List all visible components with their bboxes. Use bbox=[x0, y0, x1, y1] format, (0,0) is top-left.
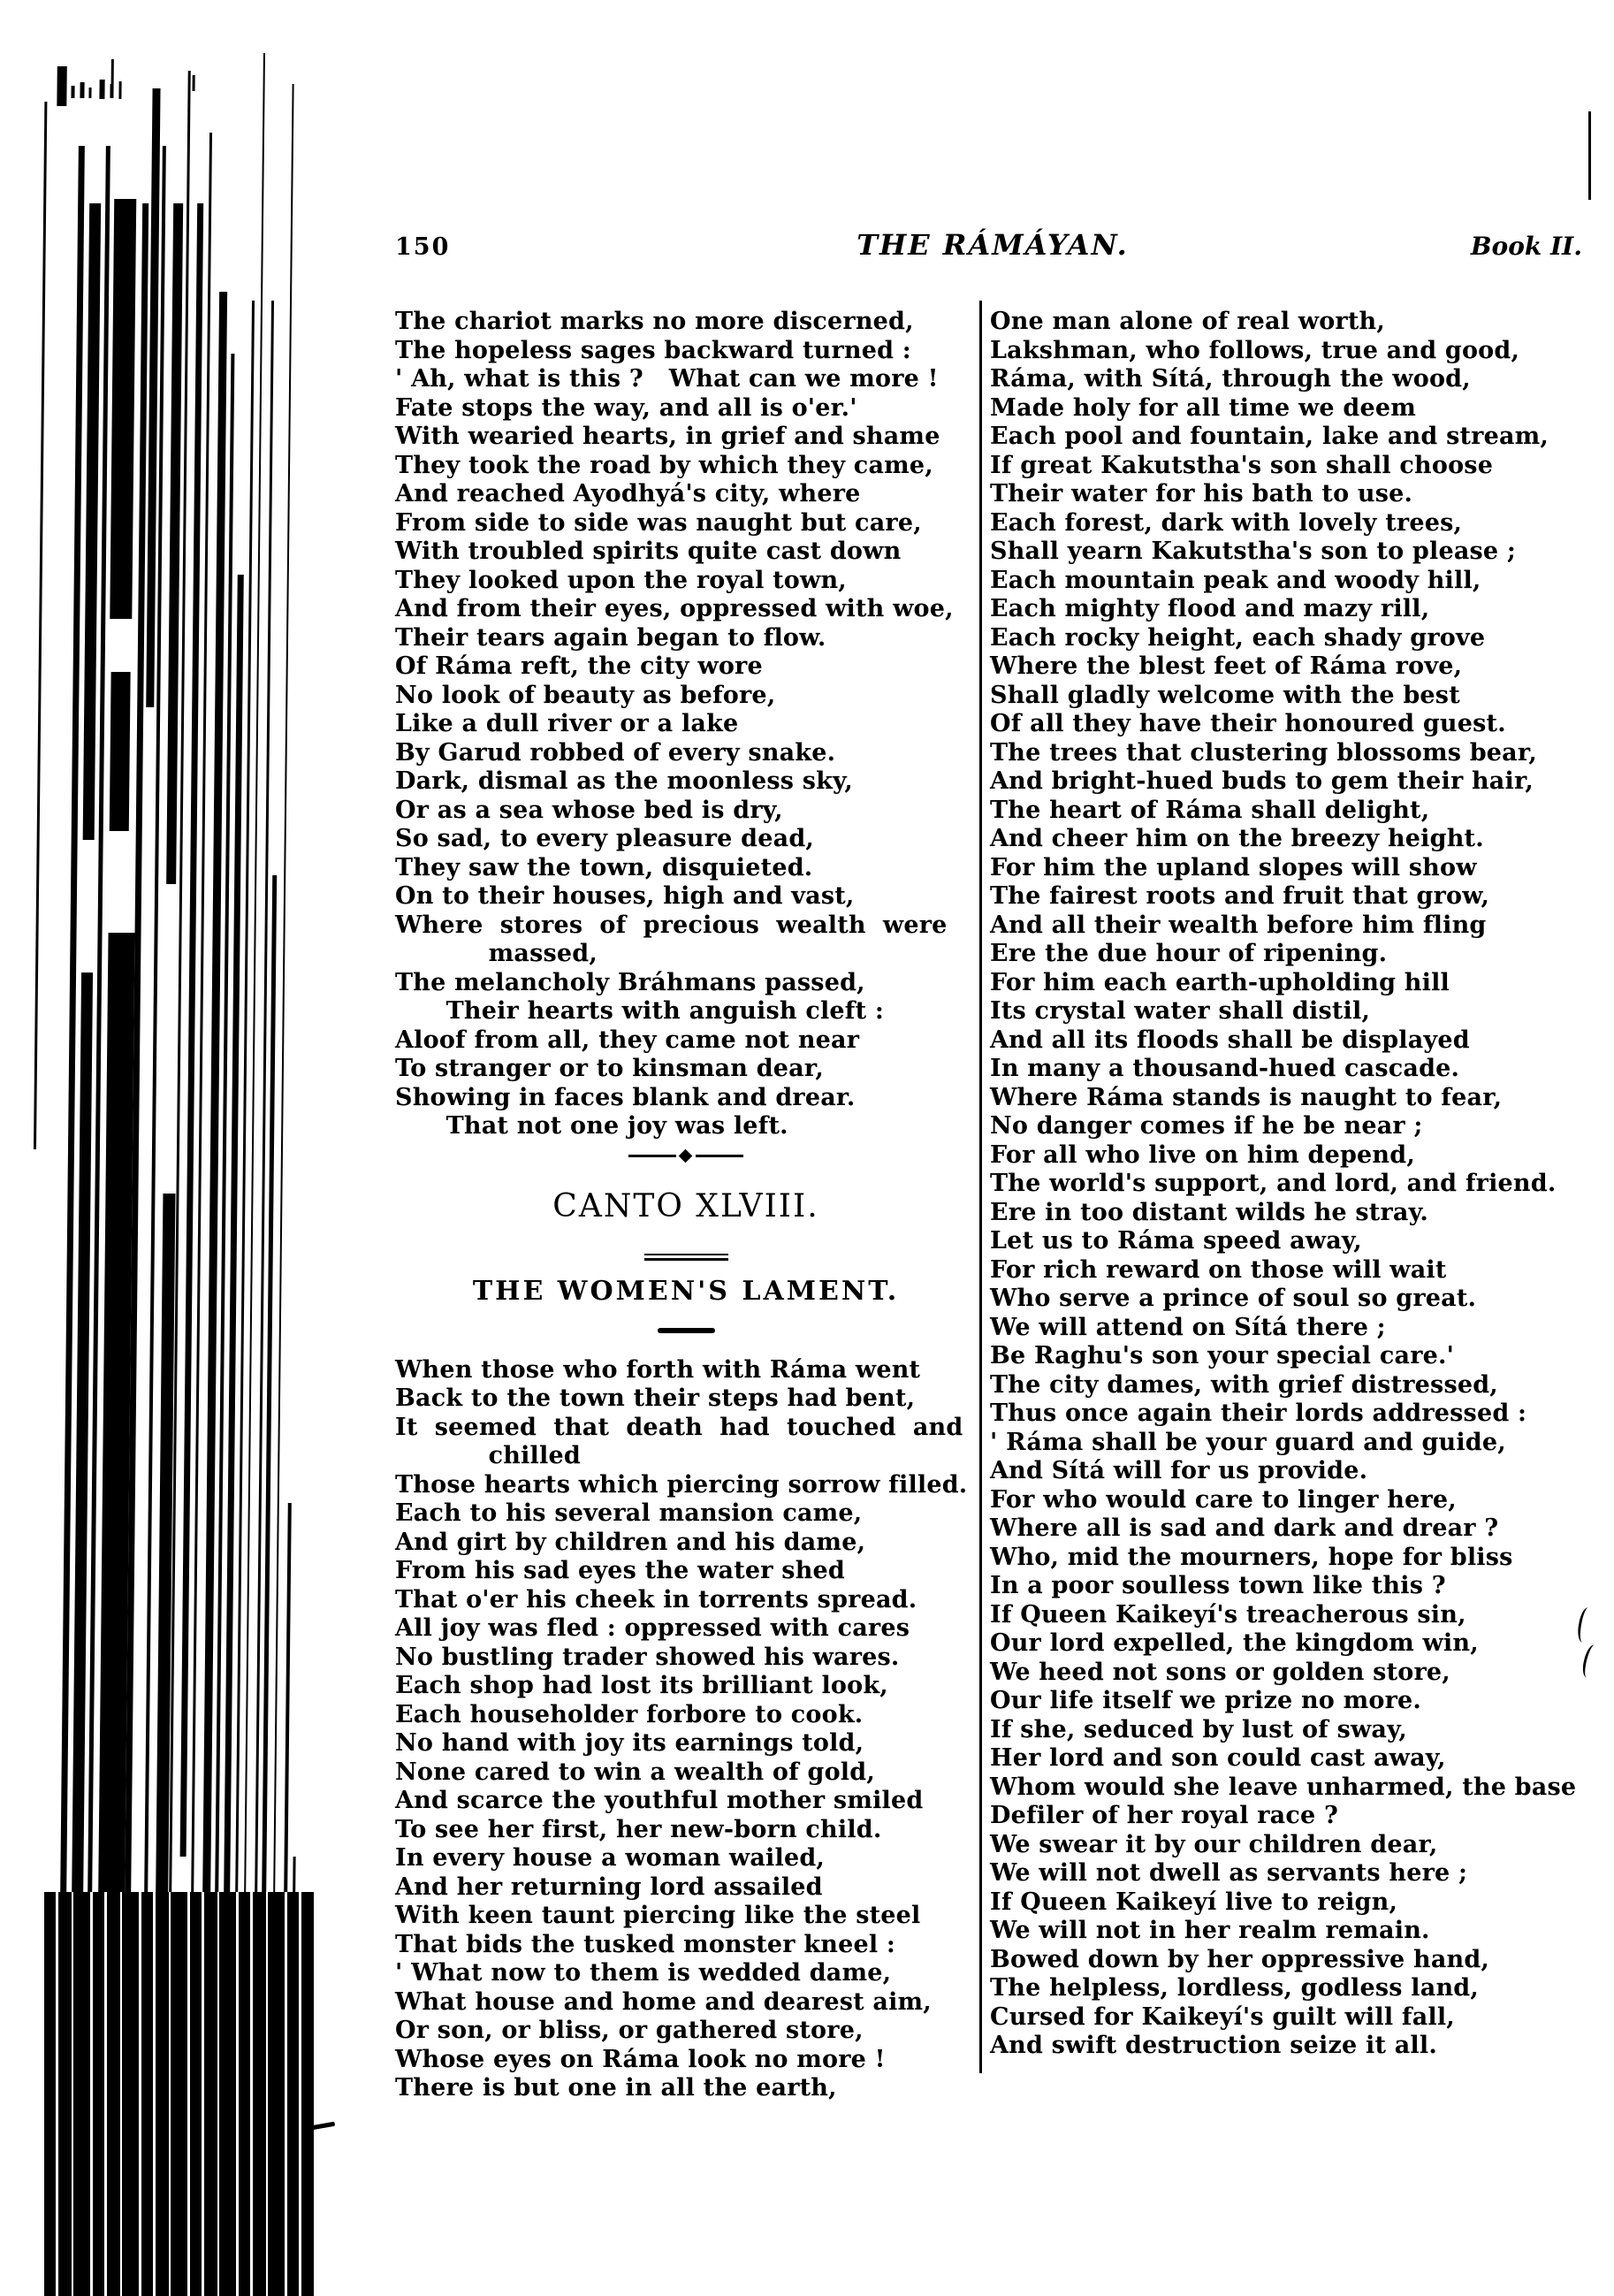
artifact-bar bbox=[110, 672, 131, 831]
canto-title: CANTO XLVIII. bbox=[552, 1187, 819, 1224]
canto-heading-block bbox=[395, 1152, 977, 1333]
verse-line: The city dames, with grief distressed, bbox=[990, 1370, 1498, 1399]
edge-mark-line bbox=[1588, 111, 1591, 200]
verse-line: That o'er his cheek in torrents spread. bbox=[395, 1585, 917, 1613]
verse-line: The helpless, lordless, godless land, bbox=[990, 1974, 1479, 2002]
verse-line: Who, mid the mourners, hope for bliss bbox=[990, 1543, 1513, 1571]
verse-line: We will attend on Sítá there ; bbox=[990, 1313, 1386, 1341]
verse-line: No look of beauty as before, bbox=[395, 681, 776, 709]
verse-line: By Garud robbed of every snake. bbox=[395, 738, 836, 767]
verse-line: So sad, to every pleasure dead, bbox=[395, 825, 814, 852]
verse-line: Be Raghu's son your special care.' bbox=[990, 1342, 1455, 1369]
verse-line: Thus once again their lords addressed : bbox=[990, 1400, 1527, 1427]
artifact-bar bbox=[57, 66, 66, 106]
verse-line: And girt by children and his dame, bbox=[395, 1528, 866, 1556]
scan-artifact-bottom bbox=[44, 1892, 314, 2296]
verse-line: Ere in too distant wilds he stray. bbox=[990, 1198, 1428, 1226]
verse-line: Their hearts with anguish cleft : bbox=[395, 997, 885, 1025]
artifact-bar bbox=[166, 203, 183, 884]
verse-line: Where Ráma stands is naught to fear, bbox=[990, 1083, 1503, 1111]
verse-line: Their tears again began to flow. bbox=[395, 623, 826, 652]
left-column bbox=[395, 308, 977, 2103]
verse-line: We heed not sons or golden store, bbox=[990, 1658, 1450, 1686]
verse-line: Or as a sea whose bed is dry, bbox=[395, 796, 783, 824]
verse-line: And from their eyes, oppressed with woe, bbox=[395, 595, 954, 622]
verse-line: From his sad eyes the water shed bbox=[395, 1557, 845, 1584]
verse-line: They saw the town, disquieted. bbox=[395, 853, 813, 881]
verse-line: With keen taunt piercing like the steel bbox=[395, 1902, 921, 1929]
artifact-bar bbox=[254, 301, 275, 2033]
verse-line: In every house a woman wailed, bbox=[395, 1844, 826, 1872]
verse-line: If Queen Kaikeyí's treacherous sin, bbox=[990, 1600, 1466, 1629]
artifact-bar bbox=[193, 75, 195, 91]
verse-line: Let us to Ráma speed away, bbox=[990, 1227, 1362, 1255]
artifact-bar bbox=[80, 82, 84, 98]
verse-line: Like a dull river or a lake bbox=[395, 710, 739, 737]
verse-line: And all its floods shall be displayed bbox=[990, 1026, 1470, 1054]
verse-line: Their water for his bath to use. bbox=[990, 480, 1413, 507]
verse-line: Of Ráma reft, the city wore bbox=[395, 652, 763, 680]
verse-line: In many a thousand-hued cascade. bbox=[990, 1055, 1460, 1082]
verse-line: Aloof from all, they came not near bbox=[395, 1026, 860, 1054]
verse-line: Shall yearn Kakutstha's son to please ; bbox=[990, 538, 1517, 565]
artifact-bar bbox=[110, 199, 136, 619]
verse-block-canto48 bbox=[395, 1356, 977, 2103]
verse-line: Where stores of precious wealth were bbox=[395, 911, 948, 939]
verse-line: Each rocky height, each shady grove bbox=[990, 623, 1486, 652]
verse-line: To stranger or to kinsman dear, bbox=[395, 1055, 824, 1082]
verse-line: And scarce the youthful mother smiled bbox=[395, 1787, 924, 1814]
verse-line: If Queen Kaikeyí live to reign, bbox=[990, 1888, 1398, 1916]
verse-line: Made holy for all time we deem bbox=[990, 393, 1416, 422]
verse-line: And bright-hued buds to gem their hair, bbox=[990, 767, 1534, 795]
verse-line: Defiler of her royal race ? bbox=[990, 1802, 1339, 1829]
verse-line: No danger comes if he be near ; bbox=[990, 1112, 1423, 1140]
verse-line: We will not dwell as servants here ; bbox=[990, 1859, 1468, 1887]
verse-block-canto47-end bbox=[395, 308, 977, 1141]
verse-line: ' Ráma shall be your guard and guide, bbox=[990, 1428, 1506, 1456]
verse-line: Where all is sad and dark and drear ? bbox=[990, 1514, 1499, 1542]
verse-line: Fate stops the way, and all is o'er.' bbox=[395, 393, 857, 422]
verse-line: Whom would she leave unharmed, the base bbox=[990, 1773, 1577, 1801]
verse-line: What house and home and dearest aim, bbox=[395, 1987, 932, 2016]
verse-line: The melancholy Bráhmans passed, bbox=[395, 968, 865, 996]
verse-line: ' What now to them is wedded dame, bbox=[395, 1959, 892, 1987]
verse-line: With wearied hearts, in grief and shame bbox=[395, 423, 940, 450]
artifact-bar bbox=[111, 59, 114, 84]
verse-line: Cursed for Kaikeyí's guilt will fall, bbox=[990, 2002, 1455, 2031]
verse-line: All joy was fled : oppressed with cares bbox=[395, 1614, 910, 1642]
verse-line: Ere the due hour of ripening. bbox=[990, 940, 1388, 967]
verse-line: Of all they have their honoured guest. bbox=[990, 710, 1506, 737]
verse-line: For rich reward on those will wait bbox=[990, 1255, 1447, 1284]
verse-line: Our lord expelled, the kingdom win, bbox=[990, 1629, 1479, 1657]
verse-line: And swift destruction seize it all. bbox=[990, 2032, 1437, 2059]
verse-line: Ráma, with Sítá, through the wood, bbox=[990, 365, 1471, 393]
verse-line: ' Ah, what is this ? What can we more ! bbox=[395, 365, 939, 393]
verse-line: We swear it by our children dear, bbox=[990, 1830, 1438, 1858]
verse-line: And cheer him on the breezy height. bbox=[990, 825, 1484, 852]
right-column bbox=[990, 308, 1602, 2061]
verse-line: They looked upon the royal town, bbox=[395, 566, 847, 594]
ornamental-rule-diamond bbox=[628, 1152, 743, 1160]
verse-line: That not one joy was left. bbox=[395, 1112, 788, 1140]
verse-line: Showing in faces blank and drear. bbox=[395, 1083, 856, 1111]
handwriting-dash bbox=[311, 2122, 335, 2131]
verse-line: From side to side was naught but care, bbox=[395, 508, 922, 537]
verse-line: The world's support, and lord, and friend. bbox=[990, 1170, 1557, 1197]
artifact-bar bbox=[71, 86, 74, 98]
verse-line: chilled bbox=[395, 1442, 581, 1469]
verse-line: And her returning lord assailed bbox=[395, 1873, 823, 1901]
verse-line: There is but one in all the earth, bbox=[395, 2074, 837, 2101]
verse-line: Each mountain peak and woody hill, bbox=[990, 566, 1481, 594]
verse-line: They took the road by which they came, bbox=[395, 451, 933, 479]
verse-line: We will not in her realm remain. bbox=[990, 1917, 1430, 1944]
verse-line: For him each earth-upholding hill bbox=[990, 968, 1450, 996]
verse-line: Dark, dismal as the moonless sky, bbox=[395, 767, 853, 795]
verse-line: None cared to win a wealth of gold, bbox=[395, 1758, 875, 1786]
verse-line: That bids the tusked monster kneel : bbox=[395, 1930, 896, 1958]
verse-line: Each forest, dark with lovely trees, bbox=[990, 508, 1463, 537]
short-rule bbox=[658, 1328, 715, 1333]
verse-line: No hand with joy its earnings told, bbox=[395, 1729, 864, 1757]
verse-line: No bustling trader showed his wares. bbox=[395, 1643, 900, 1671]
artifact-bar bbox=[110, 84, 113, 98]
artifact-bar bbox=[180, 203, 204, 1857]
verse-line: It seemed that death had touched and bbox=[395, 1413, 963, 1441]
book-label: Book II. bbox=[1470, 232, 1582, 261]
verse-block-right bbox=[990, 308, 1602, 2061]
column-divider-rule bbox=[979, 301, 982, 2073]
page-number: 150 bbox=[395, 233, 451, 261]
verse-line: In a poor soulless town like this ? bbox=[990, 1572, 1446, 1599]
artifact-bar bbox=[83, 203, 102, 840]
verse-line: The trees that clustering blossoms bear, bbox=[990, 738, 1537, 767]
verse-line: Her lord and son could cast away, bbox=[990, 1744, 1446, 1772]
verse-line: Our life itself we prize no more. bbox=[990, 1687, 1421, 1714]
verse-line: Back to the town their steps had bent, bbox=[395, 1384, 916, 1412]
artifact-bar bbox=[99, 80, 104, 99]
verse-line: Those hearts which piercing sorrow filled. bbox=[395, 1470, 968, 1499]
verse-line: And Sítá will for us provide. bbox=[990, 1457, 1368, 1484]
verse-line: If great Kakutstha's son shall choose bbox=[990, 451, 1494, 479]
verse-line: Each pool and fountain, lake and stream, bbox=[990, 423, 1549, 450]
verse-line: The hopeless sages backward turned : bbox=[395, 336, 911, 364]
verse-line: On to their houses, high and vast, bbox=[395, 882, 855, 910]
verse-line: Each mighty flood and mazy rill, bbox=[990, 595, 1430, 622]
verse-line: When those who forth with Ráma went bbox=[395, 1355, 921, 1384]
verse-line: And all their wealth before him fling bbox=[990, 911, 1487, 939]
verse-line: The fairest roots and fruit that grow, bbox=[990, 882, 1490, 910]
verse-line: massed, bbox=[395, 940, 598, 967]
verse-line: For all who live on him depend, bbox=[990, 1140, 1415, 1169]
verse-line: Lakshman, who follows, true and good, bbox=[990, 336, 1520, 364]
verse-line: Where the blest feet of Ráma rove, bbox=[990, 652, 1463, 680]
artifact-bar bbox=[34, 102, 47, 1149]
verse-line: If she, seduced by lust of sway, bbox=[990, 1715, 1408, 1743]
artifact-bar bbox=[88, 88, 91, 98]
verse-line: One man alone of real worth, bbox=[990, 308, 1385, 335]
verse-line: Or son, or bliss, or gathered store, bbox=[395, 2017, 864, 2044]
verse-line: For him the upland slopes will show bbox=[990, 853, 1477, 881]
verse-line: Its crystal water shall distil, bbox=[990, 997, 1371, 1025]
verse-line: With troubled spirits quite cast down bbox=[395, 538, 902, 565]
verse-line: Shall gladly welcome with the best bbox=[990, 681, 1460, 709]
verse-line: Who serve a prince of soul so great. bbox=[990, 1285, 1477, 1312]
canto-subtitle: THE WOMEN'S LAMENT. bbox=[472, 1275, 900, 1307]
verse-line: Each to his several mansion came, bbox=[395, 1499, 863, 1527]
verse-line: The chariot marks no more discerned, bbox=[395, 308, 914, 335]
verse-line: And reached Ayodhyá's city, where bbox=[395, 480, 861, 507]
artifact-bar bbox=[146, 88, 160, 707]
verse-line: To see her first, her new-born child. bbox=[395, 1815, 882, 1843]
artifact-bar bbox=[118, 81, 121, 99]
verse-line: Each householder forbore to cook. bbox=[395, 1700, 864, 1728]
page-title: THE RÁMÁYAN. bbox=[856, 228, 1129, 262]
verse-line: Each shop had lost its brilliant look, bbox=[395, 1672, 888, 1699]
verse-line: Whose eyes on Ráma look no more ! bbox=[395, 2045, 886, 2073]
verse-line: For who would care to linger here, bbox=[990, 1485, 1457, 1514]
verse-line: The heart of Ráma shall delight, bbox=[990, 796, 1430, 824]
verse-line: Bowed down by her oppressive hand, bbox=[990, 1945, 1490, 1973]
double-rule bbox=[644, 1254, 728, 1261]
